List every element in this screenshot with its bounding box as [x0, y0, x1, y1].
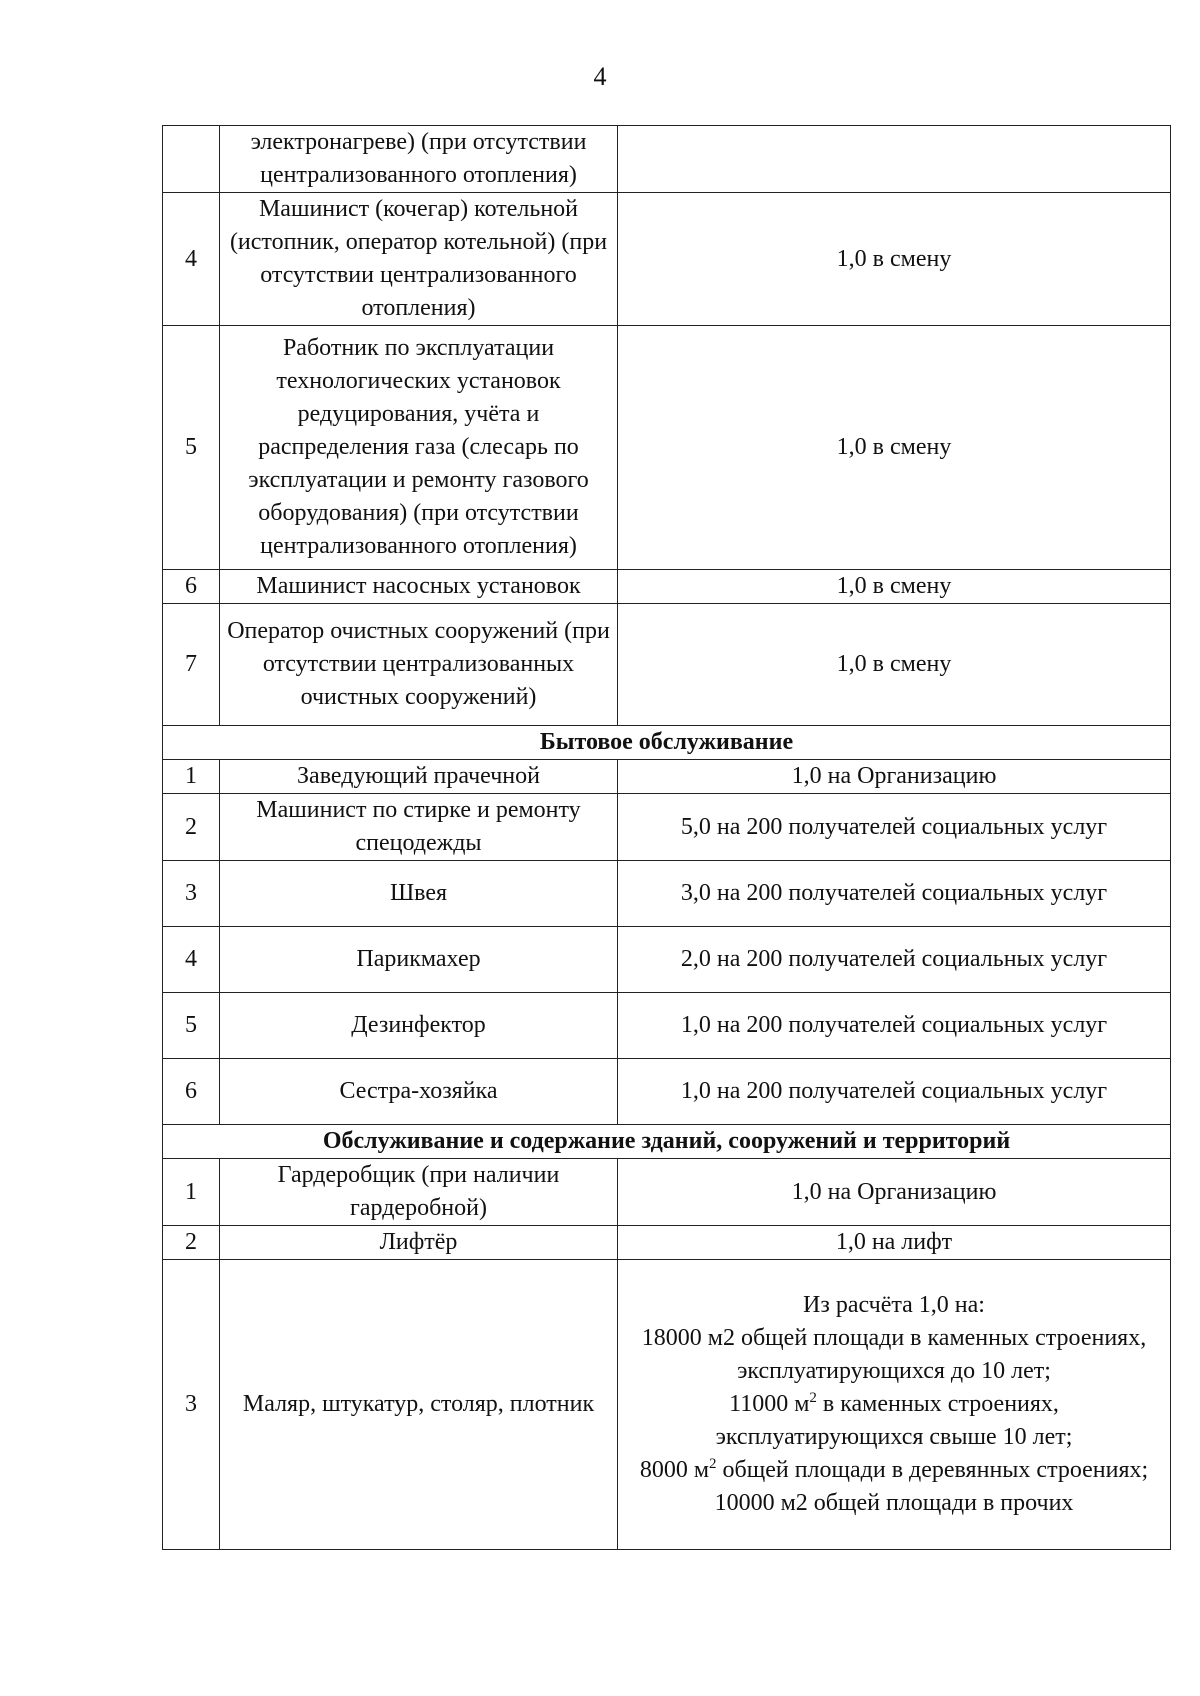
table-row	[163, 326, 1171, 570]
norm-line	[624, 1454, 1164, 1487]
staff-norm	[618, 126, 1171, 193]
row-number: 7	[163, 604, 220, 726]
table-row	[163, 604, 1171, 726]
page-number: 4	[593, 62, 607, 91]
section-title: Бытовое обслуживание	[163, 726, 1171, 760]
table-row	[163, 760, 1171, 794]
position-name: Швея	[220, 861, 618, 927]
row-number: 3	[163, 1260, 220, 1550]
section-header-household	[163, 726, 1171, 760]
staff-norm	[618, 1260, 1171, 1550]
row-number: 3	[163, 861, 220, 927]
norm-line	[624, 1388, 1164, 1454]
position-name: Машинист насосных установок	[220, 570, 618, 604]
staff-norm: 1,0 на Организацию	[618, 1159, 1171, 1226]
position-name: Лифтёр	[220, 1226, 618, 1260]
table-row	[163, 126, 1171, 193]
row-number: 6	[163, 1059, 220, 1125]
staff-norm: 1,0 на лифт	[618, 1226, 1171, 1260]
position-name: Машинист по стирке и ремонту спецодежды	[220, 794, 618, 861]
superscript: 2	[809, 1390, 817, 1406]
row-number: 2	[163, 794, 220, 861]
position-name: Машинист (кочегар) котельной (истопник, оператор котельной) (при отсутствии централизованного отопления)	[220, 193, 618, 326]
position-name: Дезинфектор	[220, 993, 618, 1059]
norm-text: 8000 м	[639, 1457, 709, 1483]
row-number: 2	[163, 1226, 220, 1260]
staff-norm: 3,0 на 200 получателей социальных услуг	[618, 861, 1171, 927]
table-row	[163, 1159, 1171, 1226]
norm-line: Из расчёта 1,0 на:	[803, 1292, 985, 1318]
table-row	[163, 794, 1171, 861]
norm-line: 18000 м2 общей площади в каменных строениях, эксплуатирующихся до 10 лет;	[641, 1325, 1147, 1384]
position-name: Гардеробщик (при наличии гардеробной)	[220, 1159, 618, 1226]
table-row	[163, 570, 1171, 604]
section-header-buildings	[163, 1125, 1171, 1159]
staff-norm: 1,0 на Организацию	[618, 760, 1171, 794]
table-row	[163, 1059, 1171, 1125]
row-number: 1	[163, 1159, 220, 1226]
norm-text: общей площади в деревянных строениях;	[716, 1457, 1149, 1483]
staff-norm: 1,0 в смену	[618, 604, 1171, 726]
section-title: Обслуживание и содержание зданий, сооружений и территорий	[163, 1125, 1171, 1159]
position-name: Оператор очистных сооружений (при отсутствии централизованных очистных сооружений)	[220, 604, 618, 726]
norm-text: в каменных строениях, эксплуатирующихся свыше 10 лет;	[715, 1391, 1073, 1450]
position-name: Маляр, штукатур, столяр, плотник	[220, 1260, 618, 1550]
staff-norm: 1,0 на 200 получателей социальных услуг	[618, 1059, 1171, 1125]
table-row	[163, 193, 1171, 326]
position-name: Заведующий прачечной	[220, 760, 618, 794]
position-name: Парикмахер	[220, 927, 618, 993]
row-number: 6	[163, 570, 220, 604]
table-row	[163, 927, 1171, 993]
norm-line: 10000 м2 общей площади в прочих	[714, 1490, 1074, 1516]
staff-norm: 2,0 на 200 получателей социальных услуг	[618, 927, 1171, 993]
staff-norm: 1,0 в смену	[618, 570, 1171, 604]
position-name: электронагреве) (при отсутствии централизованного отопления)	[220, 126, 618, 193]
table-row	[163, 1226, 1171, 1260]
staffing-table	[162, 125, 1171, 1550]
staff-norm: 1,0 в смену	[618, 326, 1171, 570]
position-name: Сестра-хозяйка	[220, 1059, 618, 1125]
position-name: Работник по эксплуатации технологических установок редуцирования, учёта и распределения газа (слесарь по эксплуатации и ремонту газового оборудования) (при отсутствии централизованного отопления)	[220, 326, 618, 570]
staff-norm: 1,0 на 200 получателей социальных услуг	[618, 993, 1171, 1059]
superscript: 2	[709, 1456, 717, 1472]
table-row	[163, 861, 1171, 927]
norm-text: 11000 м	[729, 1391, 810, 1417]
staff-norm: 1,0 в смену	[618, 193, 1171, 326]
row-number: 5	[163, 993, 220, 1059]
row-number: 4	[163, 927, 220, 993]
table-row	[163, 993, 1171, 1059]
row-number: 5	[163, 326, 220, 570]
staff-norm: 5,0 на 200 получателей социальных услуг	[618, 794, 1171, 861]
row-number	[163, 126, 220, 193]
table-row	[163, 1260, 1171, 1550]
row-number: 1	[163, 760, 220, 794]
row-number: 4	[163, 193, 220, 326]
